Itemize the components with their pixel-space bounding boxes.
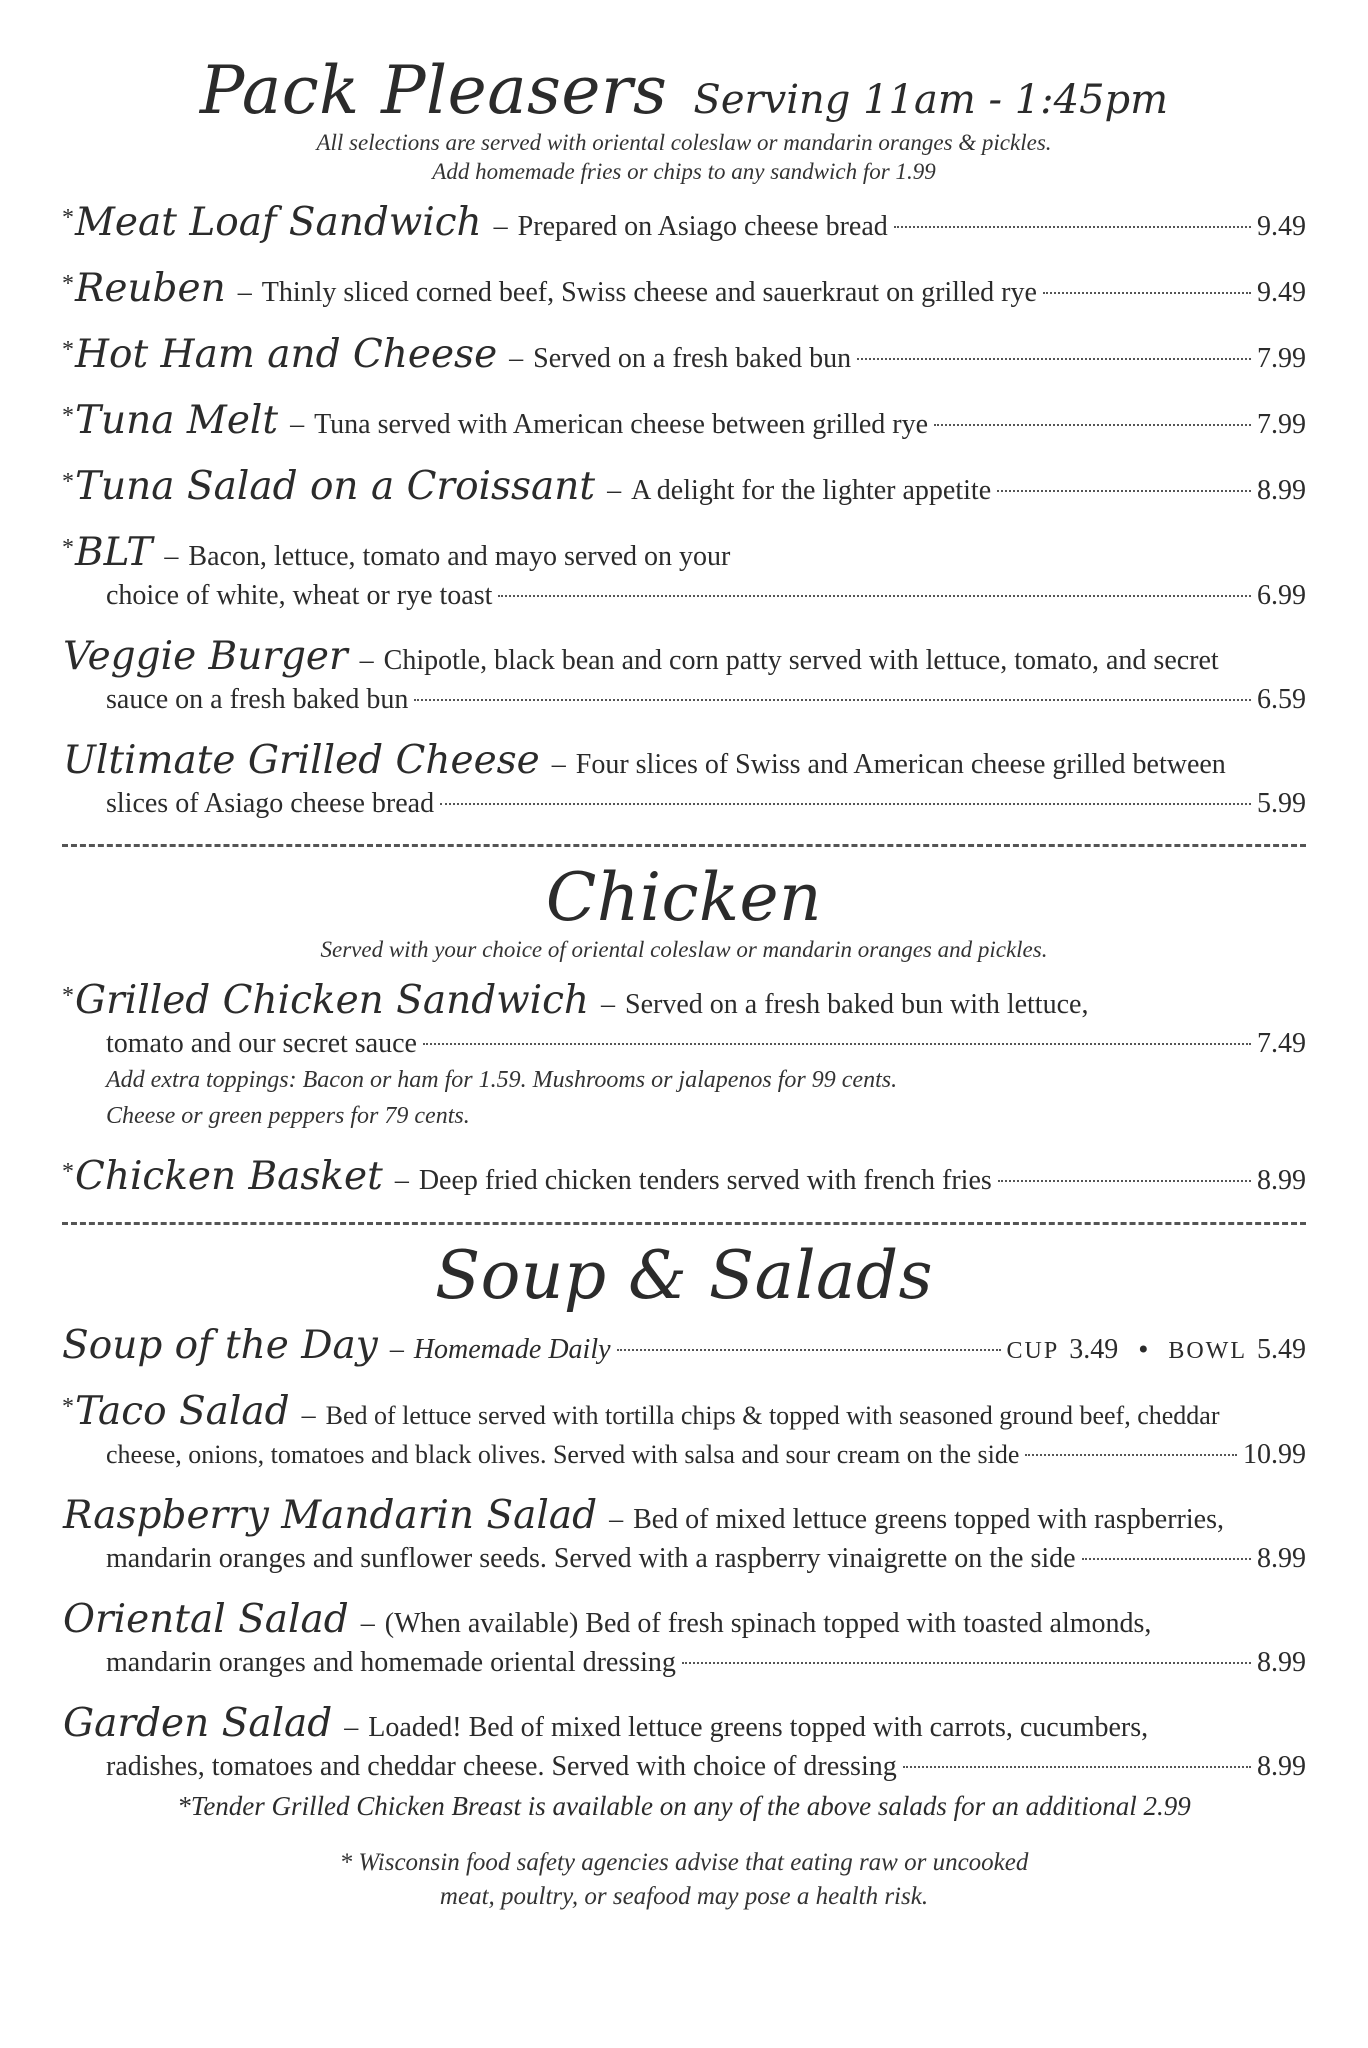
item-description: Bed of mixed lettuce greens topped with raspberries, (633, 1504, 1224, 1535)
cup-label: CUP (1006, 1338, 1060, 1364)
item-description: Chipotle, black bean and corn patty served with lettuce, tomato, and secret (383, 645, 1219, 676)
item-description: Thinly sliced corned beef, Swiss cheese and sauerkraut on grilled rye (261, 277, 1037, 308)
item-price: 6.99 (1257, 580, 1306, 611)
section-subtitle: Add homemade fries or chips to any sandwich for 1.99 (432, 159, 936, 184)
item-price: 8.99 (1257, 1751, 1306, 1782)
separator: – (237, 277, 252, 308)
chicken-header (62, 859, 1306, 964)
bullet-separator: • (1136, 1336, 1151, 1364)
separator: – (344, 1712, 359, 1743)
item-description: tomato and our secret sauce (106, 1028, 417, 1059)
dot-leader (498, 595, 1251, 597)
menu-item (62, 266, 1306, 312)
menu-item (62, 1597, 1306, 1681)
star-marker: * (62, 469, 74, 495)
menu-item (62, 530, 1306, 614)
menu-item (62, 634, 1306, 718)
dot-leader (1043, 292, 1251, 294)
menu-item (62, 332, 1306, 378)
item-description: Homemade Daily (413, 1334, 611, 1365)
item-price: 6.59 (1257, 684, 1306, 715)
bowl-label: BOWL (1168, 1338, 1247, 1364)
serving-hours: Serving 11am - 1:45pm (693, 77, 1169, 123)
menu-item (62, 200, 1306, 246)
separator: – (301, 1400, 316, 1431)
item-description: mandarin oranges and sunflower seeds. Served with a raspberry vinaigrette on the side (106, 1543, 1076, 1574)
section-title: Pack Pleasers (199, 52, 668, 129)
food-safety-disclaimer (62, 1846, 1306, 1914)
toppings-note: Cheese or green peppers for 79 cents. (106, 1103, 470, 1129)
item-name: Oriental Salad (63, 1597, 349, 1642)
star-marker: * (62, 535, 74, 561)
separator: – (394, 1165, 409, 1196)
dot-leader (440, 803, 1251, 805)
star-marker: * (62, 1394, 74, 1420)
dot-leader (997, 490, 1251, 492)
item-name: Garden Salad (63, 1701, 333, 1746)
soup-salads-header (62, 1237, 1306, 1314)
item-name: Veggie Burger (63, 634, 348, 679)
separator: – (359, 645, 374, 676)
item-description: sauce on a fresh baked bun (106, 684, 409, 715)
section-subtitle: All selections are served with oriental coleslaw or mandarin oranges & pickles. (316, 130, 1052, 155)
separator: – (609, 1504, 624, 1535)
item-description: cheese, onions, tomatoes and black olives. Served with salsa and sour cream on the side (106, 1440, 1020, 1469)
dot-leader (617, 1349, 1001, 1351)
item-description: (When available) Bed of fresh spinach topped with toasted almonds, (384, 1608, 1152, 1639)
separator: – (493, 211, 508, 242)
item-description: slices of Asiago cheese bread (106, 788, 435, 819)
item-name: Tuna Melt (75, 398, 279, 443)
item-description: Tuna served with American cheese between grilled rye (314, 409, 929, 440)
menu-item (62, 1154, 1306, 1200)
item-price: 5.99 (1257, 788, 1306, 819)
separator: – (601, 989, 616, 1020)
star-marker: * (62, 983, 74, 1009)
menu-item (62, 464, 1306, 510)
separator: – (509, 343, 524, 374)
item-name: BLT (75, 530, 153, 575)
item-name: Raspberry Mandarin Salad (63, 1493, 598, 1538)
item-price: 10.99 (1243, 1439, 1306, 1470)
item-description: choice of white, wheat or rye toast (106, 580, 493, 611)
star-marker: * (62, 271, 74, 297)
item-description: Bed of lettuce served with tortilla chips & topped with seasoned ground beef, cheddar (325, 1401, 1220, 1430)
item-price: 8.99 (1257, 1543, 1306, 1574)
dot-leader (998, 1180, 1251, 1182)
item-name: Reuben (75, 266, 226, 311)
item-name: Chicken Basket (75, 1154, 383, 1199)
dot-leader (857, 358, 1251, 360)
menu-item (62, 978, 1306, 1134)
section-title: Soup & Salads (434, 1237, 934, 1314)
dot-leader (894, 226, 1251, 228)
item-description: Served on a fresh baked bun with lettuce, (625, 989, 1089, 1020)
menu-item (62, 1493, 1306, 1577)
menu-item (62, 1323, 1306, 1369)
item-price: 8.99 (1257, 1165, 1306, 1196)
toppings-note: Add extra toppings: Bacon or ham for 1.59. Mushrooms or jalapenos for 99 cents. (106, 1067, 898, 1093)
dot-leader (903, 1766, 1251, 1768)
menu-item (62, 1389, 1306, 1473)
item-name: Soup of the Day (62, 1323, 378, 1368)
section-subtitle: Served with your choice of oriental coleslaw or mandarin oranges and pickles. (320, 937, 1048, 962)
menu-item (62, 1701, 1306, 1785)
dot-leader (423, 1043, 1251, 1045)
cup-price: 3.49 (1069, 1334, 1119, 1365)
item-name: Tuna Salad on a Croissant (75, 464, 596, 509)
item-description: Served on a fresh baked bun (533, 343, 852, 374)
item-price: 9.49 (1257, 277, 1306, 308)
item-price: 9.49 (1257, 211, 1306, 242)
item-name: Taco Salad (75, 1389, 290, 1434)
item-description: Four slices of Swiss and American cheese grilled between (575, 749, 1226, 780)
bowl-price: 5.49 (1257, 1334, 1306, 1365)
item-price: 7.49 (1257, 1028, 1306, 1059)
star-marker: * (62, 1159, 74, 1185)
item-description: radishes, tomatoes and cheddar cheese. Served with choice of dressing (106, 1751, 897, 1782)
section-divider (62, 1222, 1306, 1225)
menu-item (62, 738, 1306, 822)
item-description: Loaded! Bed of mixed lettuce greens topped with carrots, cucumbers, (368, 1712, 1149, 1743)
separator: – (290, 409, 305, 440)
separator: – (607, 475, 622, 506)
dot-leader (934, 424, 1251, 426)
star-marker: * (62, 403, 74, 429)
dot-leader (414, 699, 1251, 701)
item-description: A delight for the lighter appetite (631, 475, 992, 506)
item-price: 7.99 (1257, 409, 1306, 440)
chicken-addon-note: *Tender Grilled Chicken Breast is available on any of the above salads for an additional 2.99 (177, 1791, 1191, 1821)
separator: – (360, 1608, 375, 1639)
dot-leader (1025, 1454, 1237, 1456)
item-price: 8.99 (1257, 1647, 1306, 1678)
dot-leader (1082, 1558, 1251, 1560)
section-title: Chicken (545, 859, 823, 936)
menu-item (62, 398, 1306, 444)
dot-leader (682, 1662, 1251, 1664)
disclaimer-line: meat, poultry, or seafood may pose a health risk. (439, 1883, 929, 1910)
item-name: Hot Ham and Cheese (75, 332, 498, 377)
item-description: Bacon, lettuce, tomato and mayo served on your (188, 541, 731, 572)
item-price: 8.99 (1257, 475, 1306, 506)
item-name: Meat Loaf Sandwich (75, 200, 482, 245)
star-marker: * (62, 205, 74, 231)
separator: – (389, 1334, 404, 1365)
section-divider (62, 844, 1306, 847)
item-description: Deep fried chicken tenders served with french fries (418, 1165, 992, 1196)
item-name: Grilled Chicken Sandwich (75, 978, 590, 1023)
separator: – (164, 541, 179, 572)
item-price: 7.99 (1257, 343, 1306, 374)
star-marker: * (62, 337, 74, 363)
disclaimer-line: * Wisconsin food safety agencies advise that eating raw or uncooked (339, 1849, 1029, 1876)
pack-pleasers-header (62, 52, 1306, 186)
item-description: Prepared on Asiago cheese bread (517, 211, 888, 242)
separator: – (551, 749, 566, 780)
item-name: Ultimate Grilled Cheese (63, 738, 540, 783)
item-description: mandarin oranges and homemade oriental dressing (106, 1647, 676, 1678)
